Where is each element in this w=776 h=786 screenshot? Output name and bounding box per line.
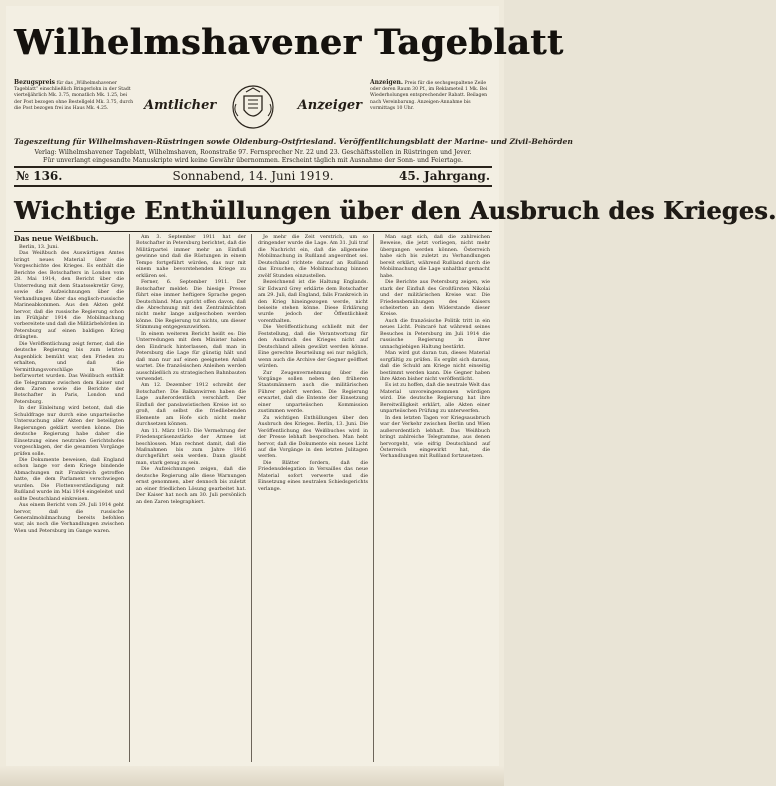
advertising-text: Preis für die sechsgespaltene Zeile oder deren Raum 30 Pf., im Reklameteil 1 Mk. Bei Wiederholungen entsprechender Rabatt. Beilagen nach Vereinbarung. Anzeigen-Annahme bis vormittags 10 Uhr. <box>370 81 488 111</box>
main-headline: Wichtige Enthüllungen über den Ausbruch des Krieges. <box>14 196 776 225</box>
paragraph: Man sagt sich, daß die zahlreichen Beweise, die jetzt vorliegen, nicht mehr übergangen werden können. Österreich habe sich bis zuletzt zu Verhandlungen bereit erklärt, während Rußland durch die Mobilmachung die Lage unhaltbar gemacht habe. <box>380 234 490 279</box>
subscription-text: für das „Wilhelmshavener Tageblatt“ einschließlich Bringerlohn in der Stadt vierteljährlich Mk. 3.75, monatlich Mk. 1.25, bei der Post bezogen ohne Bestellgeld Mk. 3.75, durch die Post bezogen frei ins Haus Mk. 4.25. <box>14 81 134 111</box>
paragraph: Am 11. März 1913: Die Vermehrung der Friedenspräsenzstärke der Armee ist beschlossen. Man rechnet damit, daß die Maßnahmen bis zum Jahre 1916 durchgeführt sein werden. Dann glaubt man, stark genug zu sein. <box>136 427 246 466</box>
masthead-title: Wilhelmshavener Tageblatt <box>14 22 564 63</box>
issue-date: Sonnabend, 14. Juni 1919. <box>172 169 334 183</box>
advertising-label: Anzeigen. <box>370 79 403 86</box>
paragraph: Es ist zu hoffen, daß die neutrale Welt das Material unvoreingenommen würdigen wird. Die deutsche Regierung hat ihre Bereitwilligkeit erklärt, alle Akten einer unparteiischen Prüfung zu unterwerfen. <box>380 382 490 415</box>
paragraph: Auch die französische Politik tritt in ein neues Licht. Poincaré hat während seines Besuches in Petersburg im Juli 1914 die russische Regierung in ihrer unnachgiebigen Haltung bestärkt. <box>380 317 490 350</box>
page-bottom-margin <box>0 766 504 786</box>
masthead <box>14 10 564 78</box>
paragraph: In der Einleitung wird betont, daß die Schuldfrage nur durch eine unparteiische Untersuchung aller Akten der beteiligten Regierungen geklärt werden könne. Die deutsche Regierung habe daher die Einsetzung eines neutralen Gerichtshofes vorgeschlagen, der die gesamten Vorgänge prüfen solle. <box>14 405 124 457</box>
paragraph: Die Aufzeichnungen zeigen, daß die deutsche Regierung alle diese Warnungen ernst genommen, aber dennoch bis zuletzt an einer friedlichen Lösung gearbeitet hat. Der Kaiser hat noch am 30. Juli persönlich an den Zaren telegraphiert. <box>136 466 246 505</box>
issue-number: № 136. <box>16 169 63 183</box>
paragraph: Bezeichnend ist die Haltung Englands. Sir Edward Grey erklärte dem Botschafter am 29. Juli, daß England, falls Frankreich in den Krieg hineingezogen werde, nicht beiseite stehen könne. Diese Erklärung wurde jedoch der Öffentlichkeit vorenthalten. <box>258 279 369 324</box>
paragraph: In den letzten Tagen vor Kriegsausbruch war der Verkehr zwischen Berlin und Wien außerordentlich lebhaft. Das Weißbuch bringt zahlreiche Telegramme, aus denen hervorgeht, wie eifrig Deutschland auf Österreich eingewirkt hat, die Verhandlungen mit Rußland fortzusetzen. <box>380 414 490 460</box>
rule-bottom <box>14 185 492 187</box>
issue-dateline <box>14 168 492 184</box>
rule-headline <box>14 231 492 232</box>
anzeiger-label: Anzeiger <box>297 98 362 113</box>
amtlicher-label: Amtlicher <box>144 98 217 113</box>
paragraph: Das Weißbuch des Auswärtigen Amtes bringt neues Material über die Vorgeschichte des Krieges. Es enthält die Berichte des Botschafters in London vom 28. Mai 1914, den Bericht über die Unterredung mit dem Staatssekretär Grey, sowie die Aufzeichnungen über die Verhandlungen über das englisch-russische Marineabkommen. Aus den Akten geht hervor, daß die russische Regierung schon im Frühjahr 1914 die Mobilmachung vorbereitete und daß die Militärbehörden in Petersburg auf einen baldigen Krieg drängten. <box>14 250 124 341</box>
paragraph: Die Blätter fordern, daß die Friedensdelegation in Versailles das neue Material sofort verwerte und die Einsetzung eines neutralen Schiedsgerichts verlange. <box>258 459 368 492</box>
paragraph: Aus einem Bericht vom 29. Juli 1914 geht hervor, daß die russische Generalmobilmachung bereits befohlen war, als noch die Verhandlungen zwischen Wien und Petersburg im Gange waren. <box>14 502 124 534</box>
paragraph: Die Veröffentlichung schließt mit der Feststellung, daß die Verantwortung für den Ausbruch des Krieges nicht auf Deutschland allein gewälzt werden könne. Eine gerechte Beurteilung sei nur möglich, wenn auch die Archive der Gegner geöffnet würden. <box>258 324 368 370</box>
center-block <box>138 84 368 132</box>
section-dateline: Berlin, 13. Juni. <box>19 244 59 250</box>
paragraph: Je mehr die Zeit verstrich, um so dringender wurde die Lage. Am 31. Juli traf die Nachricht ein, daß die allgemeine Mobilmachung in Rußland angeordnet sei. Deutschland richtete darauf an Rußland das Ersuchen, die Mobilmachung binnen zwölf Stunden einzustellen. <box>258 234 368 279</box>
subline-tagline: Tageszeitung für Wilhelmshaven-Rüstringen sowie Oldenburg-Ostfriesland. Veröffentlichungsblatt der Marine- und Zivil-Behörden <box>14 137 573 146</box>
paragraph: Zu wichtigen Enthüllungen über den Ausbruch des Krieges. Berlin, 13. Juni. Die Veröffentlichung des Weißbuches wird in der Presse lebhaft besprochen. Man hebt hervor, daß die Dokumente ein neues Licht auf die Vorgänge in den letzten Julitagen werfen. <box>258 414 368 460</box>
paragraph: Man wird gut daran tun, dieses Material sorgfältig zu prüfen. Es ergibt sich daraus, daß die Schuld am Kriege nicht einseitig bestimmt werden kann. Die Gegner haben ihre Akten bisher nicht veröffentlicht. <box>380 350 490 382</box>
paragraph: Die Dokumente beweisen, daß England schon lange vor dem Kriege bindende Abmachungen mit Frankreich getroffen hatte, die dem Parlament verschwiegen wurden. Die Flottenverständigung mit Rußland wurde im Mai 1914 eingeleitet und sollte Deutschland einkreisen. <box>14 456 124 502</box>
subscription-label: Bezugspreis <box>14 79 56 86</box>
paragraph: Am 3. September 1911 hat der Botschafter in Petersburg berichtet, daß die Militärpartei immer mehr an Einfluß gewinne und daß die Rüstungen in einem Tempo fortgeführt würden, das nur mit einem nahe bevorstehenden Kriege zu erklären sei. <box>136 234 246 279</box>
paragraph: Die Berichte aus Petersburg zeigen, wie stark der Einfluß des Großfürsten Nikolai und der militärischen Kreise war. Die Friedensbemühungen des Kaisers scheiterten an dem Widerstande dieser Kreise. <box>380 279 490 318</box>
subline-publisher: Verlag: Wilhelmshavener Tageblatt, Wilhelmshaven, Roonstraße 97. Fernsprecher Nr. 22 und 23. Geschäftsstellen in Rüstringen und Jever. <box>34 149 472 156</box>
article-column-1 <box>14 234 124 764</box>
paragraph: Am 12. Dezember 1912 schreibt der Botschafter: Die Balkanwirren haben die Lage außerordentlich verschärft. Der Einfluß der panslawistischen Kreise ist so groß, daß selbst die friedliebenden Elemente am Hofe sich nicht mehr durchsetzen können. <box>136 382 246 428</box>
article-column-3 <box>258 234 368 764</box>
subline-notice: Für unverlangt eingesandte Manuskripte wird keine Gewähr übernommen. Erscheint täglich mit Ausnahme der Sonn- und Feiertage. <box>43 157 463 164</box>
article-column-2 <box>136 234 246 764</box>
section-title: Das neue Weißbuch. <box>14 234 99 243</box>
paragraph: Zur Zeugenvernehmung über die Vorgänge sollen neben den früheren Staatsmännern auch die militärischen Führer gehört werden. Die Regierung erwartet, daß die Entente der Einsetzung einer unparteiischen Kommission zustimmen werde. <box>258 369 368 415</box>
coat-of-arms-icon <box>230 84 276 130</box>
article-column-4 <box>380 234 490 764</box>
paragraph: Ferner, 6. September 1911. Der Botschafter meldet: Die hiesige Presse führt eine immer heftigere Sprache gegen Deutschland. Man spricht offen davon, daß die Abrechnung mit den Zentralmächten nicht mehr lange aufgeschoben werden könne. Die Regierung tut nichts, um dieser Stimmung entgegenzuwirken. <box>136 279 246 331</box>
paragraph: In einem weiteren Bericht heißt es: Die Unterredungen mit dem Minister haben den Eindruck hinterlassen, daß man in Petersburg die Lage für günstig hält und daß man nur auf einen geeigneten Anlaß wartet. Die französischen Anleihen werden ausschließlich zu strategischen Bahnbauten verwendet. <box>136 330 246 382</box>
paragraph: Die Veröffentlichung zeigt ferner, daß die deutsche Regierung bis zum letzten Augenblick bemüht war, den Frieden zu erhalten, und daß die Vermittlungsvorschläge in Wien befürwortet wurden. Das Weißbuch enthält die Telegramme zwischen dem Kaiser und dem Zaren sowie die Berichte der Botschafter in Paris, London und Petersburg. <box>14 340 124 405</box>
subscription-box <box>14 80 136 134</box>
issue-volume: 45. Jahrgang. <box>398 169 490 183</box>
advertising-box <box>370 80 492 134</box>
header-row <box>14 80 492 136</box>
article-columns <box>14 234 492 764</box>
